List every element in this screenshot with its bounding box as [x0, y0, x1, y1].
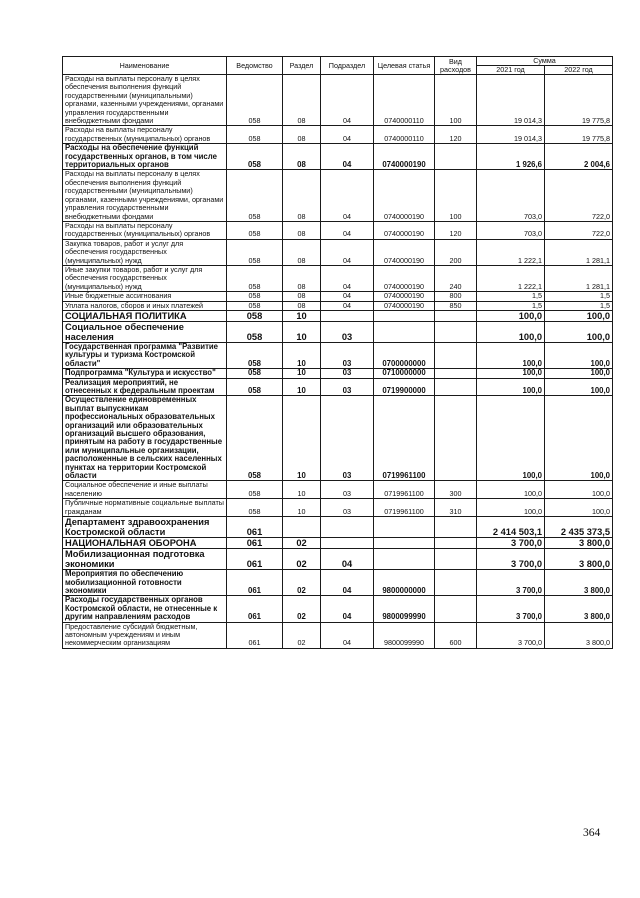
- row-sum-2022: 3 800,0: [545, 570, 613, 596]
- row-target: [374, 321, 435, 342]
- table-row: [63, 538, 613, 549]
- row-target: [374, 310, 435, 321]
- row-target: 0740000190: [374, 301, 435, 310]
- row-subsection: 03: [321, 342, 374, 368]
- row-section: 10: [283, 396, 321, 481]
- row-dept: 058: [227, 310, 283, 321]
- table-body: [63, 75, 613, 649]
- row-exp-type: [435, 342, 477, 368]
- header-year-2022: 2022 год: [545, 66, 613, 75]
- row-dept: 058: [227, 239, 283, 265]
- row-section: 10: [283, 369, 321, 378]
- row-sum-2022: 1,5: [545, 292, 613, 301]
- table-row: [63, 144, 613, 170]
- row-section: 08: [283, 265, 321, 291]
- header-year-2021: 2021 год: [477, 66, 545, 75]
- row-dept: 061: [227, 622, 283, 648]
- row-dept: 061: [227, 538, 283, 549]
- table-row: [63, 378, 613, 396]
- table-row: [63, 342, 613, 368]
- row-sum-2022: 100,0: [545, 499, 613, 517]
- row-sum-2021: 1 222,1: [477, 265, 545, 291]
- row-dept: 061: [227, 517, 283, 538]
- row-name: Департамент здравоохранения Костромской области: [63, 517, 227, 538]
- row-section: 08: [283, 144, 321, 170]
- row-name: Предоставление субсидий бюджетным, автономным учреждениям и иным некоммерческим организациям: [63, 622, 227, 648]
- table-row: [63, 292, 613, 301]
- table-row: [63, 596, 613, 622]
- row-subsection: 04: [321, 126, 374, 144]
- row-sum-2022: 3 800,0: [545, 549, 613, 570]
- table-row: [63, 310, 613, 321]
- row-name: Иные закупки товаров, работ и услуг для обеспечения государственных (муниципальных) нужд: [63, 265, 227, 291]
- header-name: Наименование: [63, 57, 227, 75]
- row-section: 10: [283, 321, 321, 342]
- row-exp-type: 310: [435, 499, 477, 517]
- row-target: 0719961100: [374, 499, 435, 517]
- row-dept: 058: [227, 126, 283, 144]
- row-exp-type: [435, 396, 477, 481]
- row-section: 08: [283, 239, 321, 265]
- row-section: 10: [283, 481, 321, 499]
- header-subsection: Подраздел: [321, 57, 374, 75]
- row-exp-type: 600: [435, 622, 477, 648]
- row-dept: 058: [227, 221, 283, 239]
- row-sum-2021: 100,0: [477, 396, 545, 481]
- row-section: 02: [283, 538, 321, 549]
- row-subsection: 04: [321, 265, 374, 291]
- row-section: 08: [283, 170, 321, 221]
- row-section: 08: [283, 126, 321, 144]
- row-dept: 058: [227, 144, 283, 170]
- row-exp-type: 100: [435, 170, 477, 221]
- row-name: Осуществление единовременных выплат выпускникам профессиональных образовательных организаций или образовательных организаций высшего образования, принятым на работу в государственные или муниципальные организации, расположенные в сельских населенных пунктах на территории Костромской области: [63, 396, 227, 481]
- row-sum-2022: 100,0: [545, 321, 613, 342]
- row-dept: 061: [227, 596, 283, 622]
- row-name: Реализация мероприятий, не отнесенных к федеральным проектам: [63, 378, 227, 396]
- row-name: Государственная программа "Развитие культуры и туризма Костромской области": [63, 342, 227, 368]
- row-target: 0740000190: [374, 144, 435, 170]
- row-exp-type: 120: [435, 221, 477, 239]
- row-sum-2021: 1 926,6: [477, 144, 545, 170]
- row-target: 0740000190: [374, 292, 435, 301]
- row-target: 9800099990: [374, 622, 435, 648]
- row-exp-type: [435, 549, 477, 570]
- row-subsection: 04: [321, 301, 374, 310]
- row-dept: 058: [227, 170, 283, 221]
- row-sum-2021: 2 414 503,1: [477, 517, 545, 538]
- row-subsection: 04: [321, 549, 374, 570]
- row-sum-2021: 3 700,0: [477, 549, 545, 570]
- row-sum-2022: 19 775,8: [545, 126, 613, 144]
- row-target: [374, 538, 435, 549]
- row-subsection: 04: [321, 75, 374, 126]
- row-exp-type: [435, 369, 477, 378]
- row-dept: 058: [227, 481, 283, 499]
- row-sum-2021: 19 014,3: [477, 75, 545, 126]
- budget-table: [62, 56, 613, 649]
- row-name: Иные бюджетные ассигнования: [63, 292, 227, 301]
- row-sum-2021: 1,5: [477, 301, 545, 310]
- row-sum-2021: 100,0: [477, 499, 545, 517]
- header-sum: Сумма: [477, 57, 613, 66]
- row-subsection: 04: [321, 221, 374, 239]
- row-subsection: 04: [321, 596, 374, 622]
- row-subsection: 03: [321, 396, 374, 481]
- page-number: 364: [583, 827, 601, 839]
- row-dept: 058: [227, 292, 283, 301]
- row-sum-2022: 100,0: [545, 378, 613, 396]
- row-sum-2021: 100,0: [477, 481, 545, 499]
- row-subsection: [321, 517, 374, 538]
- row-dept: 058: [227, 265, 283, 291]
- row-sum-2021: 1,5: [477, 292, 545, 301]
- row-sum-2022: 100,0: [545, 396, 613, 481]
- row-sum-2022: 1,5: [545, 301, 613, 310]
- row-sum-2022: 1 281,1: [545, 239, 613, 265]
- row-sum-2021: 19 014,3: [477, 126, 545, 144]
- row-exp-type: 240: [435, 265, 477, 291]
- row-sum-2021: 3 700,0: [477, 538, 545, 549]
- row-sum-2022: 1 281,1: [545, 265, 613, 291]
- row-subsection: 04: [321, 239, 374, 265]
- row-name: СОЦИАЛЬНАЯ ПОЛИТИКА: [63, 310, 227, 321]
- row-section: 02: [283, 549, 321, 570]
- table-row: [63, 369, 613, 378]
- row-section: 10: [283, 342, 321, 368]
- row-target: [374, 517, 435, 538]
- row-dept: 061: [227, 549, 283, 570]
- row-sum-2021: 3 700,0: [477, 570, 545, 596]
- row-name: Публичные нормативные социальные выплаты гражданам: [63, 499, 227, 517]
- row-name: Расходы государственных органов Костромской области, не отнесенные к другим направлениям расходов: [63, 596, 227, 622]
- row-section: [283, 517, 321, 538]
- row-dept: 061: [227, 570, 283, 596]
- table-row: [63, 517, 613, 538]
- row-section: 10: [283, 499, 321, 517]
- row-target: [374, 549, 435, 570]
- row-name: Закупка товаров, работ и услуг для обеспечения государственных (муниципальных) нужд: [63, 239, 227, 265]
- row-name: Социальное обеспечение и иные выплаты населению: [63, 481, 227, 499]
- row-sum-2022: 3 800,0: [545, 538, 613, 549]
- row-sum-2022: 2 435 373,5: [545, 517, 613, 538]
- row-name: Расходы на выплаты персоналу государственных (муниципальных) органов: [63, 126, 227, 144]
- table-row: [63, 75, 613, 126]
- table-row: [63, 481, 613, 499]
- table-row: [63, 570, 613, 596]
- row-target: 0700000000: [374, 342, 435, 368]
- row-section: 08: [283, 301, 321, 310]
- row-sum-2021: 703,0: [477, 221, 545, 239]
- row-exp-type: 120: [435, 126, 477, 144]
- header-section: Раздел: [283, 57, 321, 75]
- table-row: [63, 622, 613, 648]
- row-sum-2022: 100,0: [545, 369, 613, 378]
- row-section: 08: [283, 75, 321, 126]
- row-target: 0710000000: [374, 369, 435, 378]
- row-dept: 058: [227, 369, 283, 378]
- row-target: 0719900000: [374, 378, 435, 396]
- table-row: [63, 549, 613, 570]
- budget-sheet: [62, 56, 612, 649]
- row-target: 0719961100: [374, 481, 435, 499]
- header-target: Целевая статья: [374, 57, 435, 75]
- row-exp-type: 800: [435, 292, 477, 301]
- table-row: [63, 239, 613, 265]
- row-sum-2021: 3 700,0: [477, 622, 545, 648]
- row-subsection: 04: [321, 170, 374, 221]
- row-section: 08: [283, 221, 321, 239]
- row-section: 10: [283, 378, 321, 396]
- row-subsection: 03: [321, 499, 374, 517]
- row-section: 10: [283, 310, 321, 321]
- row-sum-2022: 722,0: [545, 170, 613, 221]
- row-subsection: 04: [321, 622, 374, 648]
- row-name: НАЦИОНАЛЬНАЯ ОБОРОНА: [63, 538, 227, 549]
- row-sum-2021: 100,0: [477, 342, 545, 368]
- row-name: Расходы на обеспечение функций государственных органов, в том числе территориальных органов: [63, 144, 227, 170]
- row-name: Расходы на выплаты персоналу в целях обеспечения выполнения функций государственными (муниципальными) органами, казенными учреждениями, органами управления государственными внебюджетными фондами: [63, 170, 227, 221]
- row-exp-type: [435, 538, 477, 549]
- row-dept: 058: [227, 378, 283, 396]
- row-target: 0719961100: [374, 396, 435, 481]
- row-name: Мобилизационная подготовка экономики: [63, 549, 227, 570]
- row-target: 0740000110: [374, 75, 435, 126]
- row-section: 02: [283, 570, 321, 596]
- row-exp-type: [435, 310, 477, 321]
- row-exp-type: 300: [435, 481, 477, 499]
- row-subsection: 03: [321, 481, 374, 499]
- row-sum-2021: 100,0: [477, 369, 545, 378]
- row-subsection: 04: [321, 570, 374, 596]
- row-sum-2021: 1 222,1: [477, 239, 545, 265]
- table-row: [63, 265, 613, 291]
- row-exp-type: [435, 378, 477, 396]
- row-exp-type: 850: [435, 301, 477, 310]
- row-exp-type: [435, 596, 477, 622]
- table-row: [63, 301, 613, 310]
- row-sum-2022: 3 800,0: [545, 596, 613, 622]
- row-sum-2022: 100,0: [545, 481, 613, 499]
- row-subsection: 03: [321, 321, 374, 342]
- row-exp-type: [435, 144, 477, 170]
- row-name: Уплата налогов, сборов и иных платежей: [63, 301, 227, 310]
- row-name: Подпрограмма "Культура и искусство": [63, 369, 227, 378]
- row-name: Расходы на выплаты персоналу государственных (муниципальных) органов: [63, 221, 227, 239]
- row-exp-type: [435, 517, 477, 538]
- row-sum-2021: 703,0: [477, 170, 545, 221]
- table-row: [63, 396, 613, 481]
- row-section: 02: [283, 596, 321, 622]
- row-sum-2021: 100,0: [477, 321, 545, 342]
- row-target: 0740000190: [374, 170, 435, 221]
- row-exp-type: [435, 321, 477, 342]
- row-sum-2022: 19 775,8: [545, 75, 613, 126]
- row-sum-2022: 722,0: [545, 221, 613, 239]
- row-section: 08: [283, 292, 321, 301]
- row-name: Расходы на выплаты персоналу в целях обеспечения выполнения функций государственными (муниципальными) органами, казенными учреждениями, органами управления государственными внебюджетными фондами: [63, 75, 227, 126]
- row-exp-type: 100: [435, 75, 477, 126]
- row-subsection: 03: [321, 369, 374, 378]
- row-sum-2022: 2 004,6: [545, 144, 613, 170]
- row-exp-type: [435, 570, 477, 596]
- row-target: 0740000190: [374, 221, 435, 239]
- table-row: [63, 221, 613, 239]
- row-subsection: 04: [321, 144, 374, 170]
- row-sum-2022: 100,0: [545, 342, 613, 368]
- row-sum-2022: 100,0: [545, 310, 613, 321]
- row-dept: 058: [227, 75, 283, 126]
- row-dept: 058: [227, 342, 283, 368]
- row-subsection: [321, 310, 374, 321]
- row-target: 0740000190: [374, 239, 435, 265]
- row-subsection: 04: [321, 292, 374, 301]
- row-target: 9800000000: [374, 570, 435, 596]
- row-dept: 058: [227, 499, 283, 517]
- row-dept: 058: [227, 396, 283, 481]
- row-target: 0740000110: [374, 126, 435, 144]
- table-row: [63, 499, 613, 517]
- row-subsection: [321, 538, 374, 549]
- row-subsection: 03: [321, 378, 374, 396]
- row-sum-2021: 100,0: [477, 378, 545, 396]
- header-exp-type: Вид расходов: [435, 57, 477, 75]
- row-section: 02: [283, 622, 321, 648]
- row-sum-2022: 3 800,0: [545, 622, 613, 648]
- row-target: 9800099990: [374, 596, 435, 622]
- row-dept: 058: [227, 321, 283, 342]
- row-sum-2021: 100,0: [477, 310, 545, 321]
- row-name: Социальное обеспечение населения: [63, 321, 227, 342]
- table-row: [63, 321, 613, 342]
- row-name: Мероприятия по обеспечению мобилизационной готовности экономики: [63, 570, 227, 596]
- row-dept: 058: [227, 301, 283, 310]
- row-sum-2021: 3 700,0: [477, 596, 545, 622]
- table-row: [63, 170, 613, 221]
- row-exp-type: 200: [435, 239, 477, 265]
- row-target: 0740000190: [374, 265, 435, 291]
- header-dept: Ведомство: [227, 57, 283, 75]
- table-row: [63, 126, 613, 144]
